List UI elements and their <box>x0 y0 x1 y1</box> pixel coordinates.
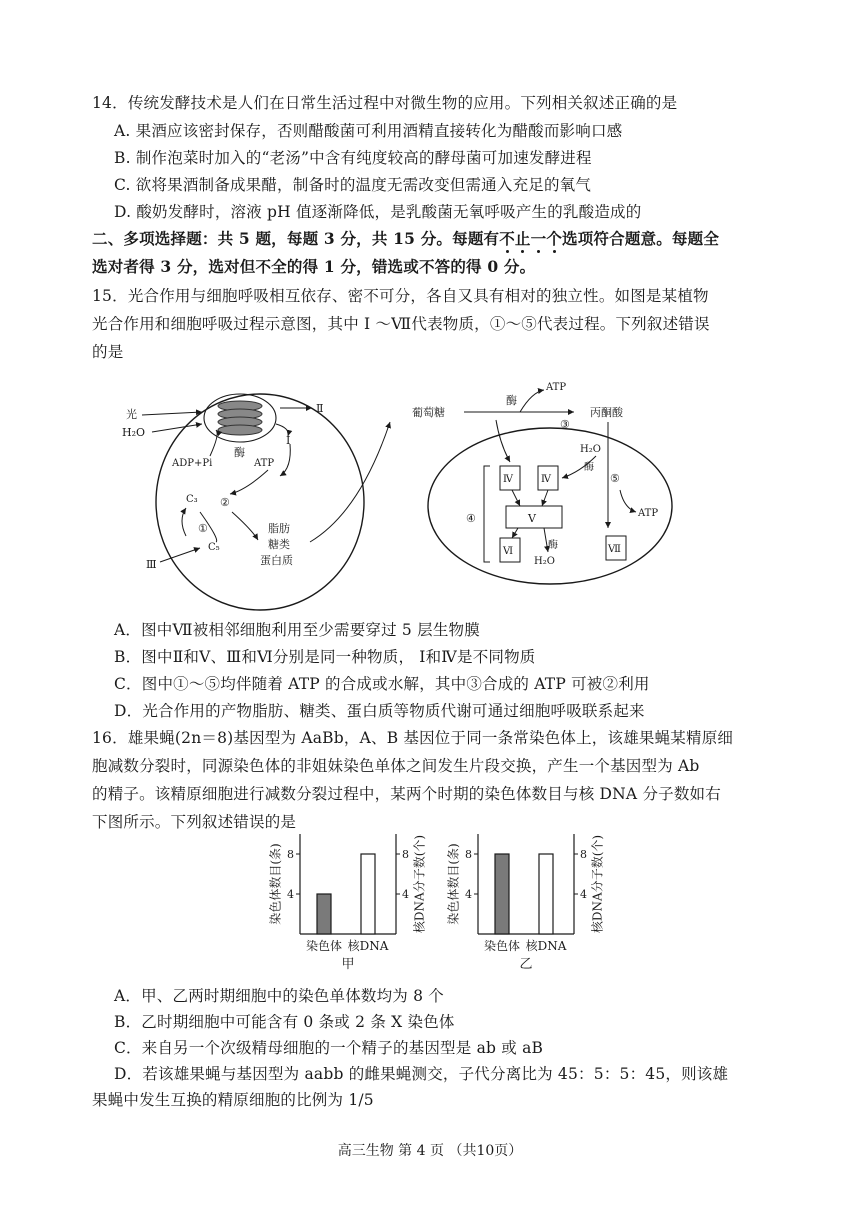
chart-tick-label-right: 4 <box>402 888 409 901</box>
chart-ylabel-right: 核DNA分子数(个) <box>590 834 605 934</box>
label-V-box: Ⅳ <box>541 474 551 485</box>
label-glucose: 葡萄糖 <box>412 406 445 419</box>
q16-stem-line4: 下图所示。下列叙述错误的是 <box>92 813 297 831</box>
q14-option-c: C. 欲将果酒制备成果醋，制备时的温度无需改变但需通入充足的氧气 <box>114 176 592 194</box>
chart-tick-label-left: 8 <box>465 848 472 861</box>
chart-bar <box>317 894 331 934</box>
section-heading-line2: 选对者得 3 分，选对但不全的得 1 分，错选或不答的得 0 分。 <box>92 257 536 276</box>
q15-stem-line1: 15．光合作用与细胞呼吸相互依存、密不可分，各自又具有相对的独立性。如图是某植物 <box>92 287 709 305</box>
q14-option-b: B. 制作泡菜时加入的“老汤”中含有纯度较高的酵母菌可加速发酵进程 <box>114 149 592 167</box>
label-water-3: H₂O <box>534 556 555 567</box>
chart-tick-label-right: 4 <box>580 888 587 901</box>
photosynthesis-respiration-diagram <box>120 372 700 612</box>
chart-ylabel-left: 染色体数目(条) <box>446 843 461 925</box>
q16-stem-line1: 16．雄果蝇(2n＝8)基因型为 AaBb，A、B 基因位于同一条常染色体上，该雄果蝇某精原细 <box>92 729 734 747</box>
chart-tick-label-left: 4 <box>287 888 294 901</box>
chart-tick-label-left: 8 <box>287 848 294 861</box>
chart-tick-label-right: 8 <box>402 848 409 861</box>
label-water: H₂O <box>122 426 146 439</box>
label-process-3: ③ <box>560 418 570 431</box>
label-process-2: ② <box>220 496 230 509</box>
chart-category-label: 染色体 <box>483 939 521 953</box>
q15-option-c: C．图中①～⑤均伴随着 ATP 的合成或水解，其中③合成的 ATP 可被②利用 <box>114 675 650 693</box>
label-process-1: ① <box>198 522 208 535</box>
q16-option-b: B．乙时期细胞中可能含有 0 条或 2 条 X 染色体 <box>114 1013 455 1031</box>
q16-option-c: C．来自另一个次级精母细胞的一个精子的基因型是 ab 或 aB <box>114 1039 544 1057</box>
chart-bar <box>361 854 375 934</box>
emphasis-char: 一 <box>530 229 547 248</box>
q16-stem-line3: 的精子。该精原细胞进行减数分裂过程中，某两个时期的染色体数目与核 DNA 分子数如右 <box>92 785 721 803</box>
chromosome-dna-charts <box>268 830 618 970</box>
label-adp: ADP+Pi <box>172 458 213 469</box>
label-protein: 蛋白质 <box>260 554 293 567</box>
q14-option-d: D. 酸奶发酵时，溶液 pH 值逐渐降低，是乳酸菌无氧呼吸产生的乳酸造成的 <box>114 203 642 221</box>
label-I: Ⅰ <box>286 434 291 447</box>
chart-bar <box>539 854 553 934</box>
label-V: Ⅴ <box>528 512 536 525</box>
label-pyruvate: 丙酮酸 <box>590 406 623 419</box>
q15-stem-line2: 光合作用和细胞呼吸过程示意图，其中 Ⅰ ～Ⅶ代表物质，①～⑤代表过程。下列叙述错误 <box>92 315 710 333</box>
q16-option-d-line1: D．若该雄果蝇与基因型为 aabb 的雌果蝇测交，子代分离比为 45：5：5：45，则该雄 <box>114 1065 729 1083</box>
label-enzyme-1: 酶 <box>234 446 245 459</box>
chart-name: 乙 <box>519 957 533 970</box>
label-process-5: ⑤ <box>610 472 620 485</box>
q14-option-a: A. 果酒应该密封保存，否则醋酸菌可利用酒精直接转化为醋酸而影响口感 <box>114 122 623 140</box>
emphasis-char: 止 <box>514 229 531 248</box>
emphasis-char: 个 <box>546 229 563 248</box>
q15-option-a: A．图中Ⅶ被相邻细胞利用至少需要穿过 5 层生物膜 <box>114 621 480 639</box>
label-atp-2: ATP <box>546 382 567 393</box>
label-enzyme-2: 酶 <box>506 394 517 407</box>
q15-option-d: D．光合作用的产物脂肪、糖类、蛋白质等物质代谢可通过细胞呼吸联系起来 <box>114 702 645 720</box>
chart-tick-label-right: 8 <box>580 848 587 861</box>
q14-stem: 14．传统发酵技术是人们在日常生活过程中对微生物的应用。下列相关叙述正确的是 <box>92 94 678 112</box>
section-heading-part2: 选项符合题意。每题全 <box>562 229 720 248</box>
label-atp-1: ATP <box>254 458 275 469</box>
q15-option-b: B．图中Ⅱ和Ⅴ、Ⅲ和Ⅵ分别是同一种物质， Ⅰ和Ⅳ是不同物质 <box>114 648 536 666</box>
label-atp-3: ATP <box>638 508 659 519</box>
label-III: Ⅲ <box>146 558 157 571</box>
q16-option-a: A．甲、乙两时期细胞中的染色单体数均为 8 个 <box>114 987 445 1005</box>
label-enzyme-4: 酶 <box>548 540 558 551</box>
chart-category-label: 核DNA <box>347 939 389 953</box>
label-water-2: H₂O <box>580 444 601 455</box>
chart-category-label: 染色体 <box>305 939 343 953</box>
label-c3: C₃ <box>186 494 198 505</box>
label-sugar: 糖类 <box>268 538 290 551</box>
label-fat: 脂肪 <box>268 522 290 535</box>
chart-category-label: 核DNA <box>525 939 567 953</box>
section-heading <box>92 229 719 249</box>
section-heading-part1: 二、多项选择题：共 5 题，每题 3 分，共 15 分。每题有 <box>92 229 500 248</box>
chart-name: 甲 <box>341 957 355 970</box>
chart-tick-label-left: 4 <box>465 888 472 901</box>
chart-bar <box>495 854 509 934</box>
page-footer: 高三生物 第 4 页 （共10页） <box>337 1143 523 1159</box>
label-VII: Ⅶ <box>608 544 621 555</box>
chart-ylabel-right: 核DNA分子数(个) <box>412 834 427 934</box>
label-IV: Ⅳ <box>503 474 513 485</box>
q15-stem-line3: 的是 <box>92 343 124 361</box>
label-II: Ⅱ <box>316 402 324 415</box>
q16-stem-line2: 胞减数分裂时，同源染色体的非姐妹染色单体之间发生片段交换，产生一个基因型为 Ab <box>92 757 700 775</box>
label-process-4: ④ <box>466 512 476 525</box>
label-c5: C₅ <box>208 542 220 553</box>
q16-option-d-line2: 果蝇中发生互换的精原细胞的比例为 1/5 <box>92 1091 374 1109</box>
chart-ylabel-left: 染色体数目(条) <box>268 843 283 925</box>
emphasis-char: 不 <box>499 229 515 248</box>
label-light: 光 <box>126 408 137 421</box>
label-enzyme-3: 酶 <box>584 462 594 473</box>
label-VI: Ⅵ <box>503 546 514 557</box>
grana-stack-icon <box>218 401 262 435</box>
